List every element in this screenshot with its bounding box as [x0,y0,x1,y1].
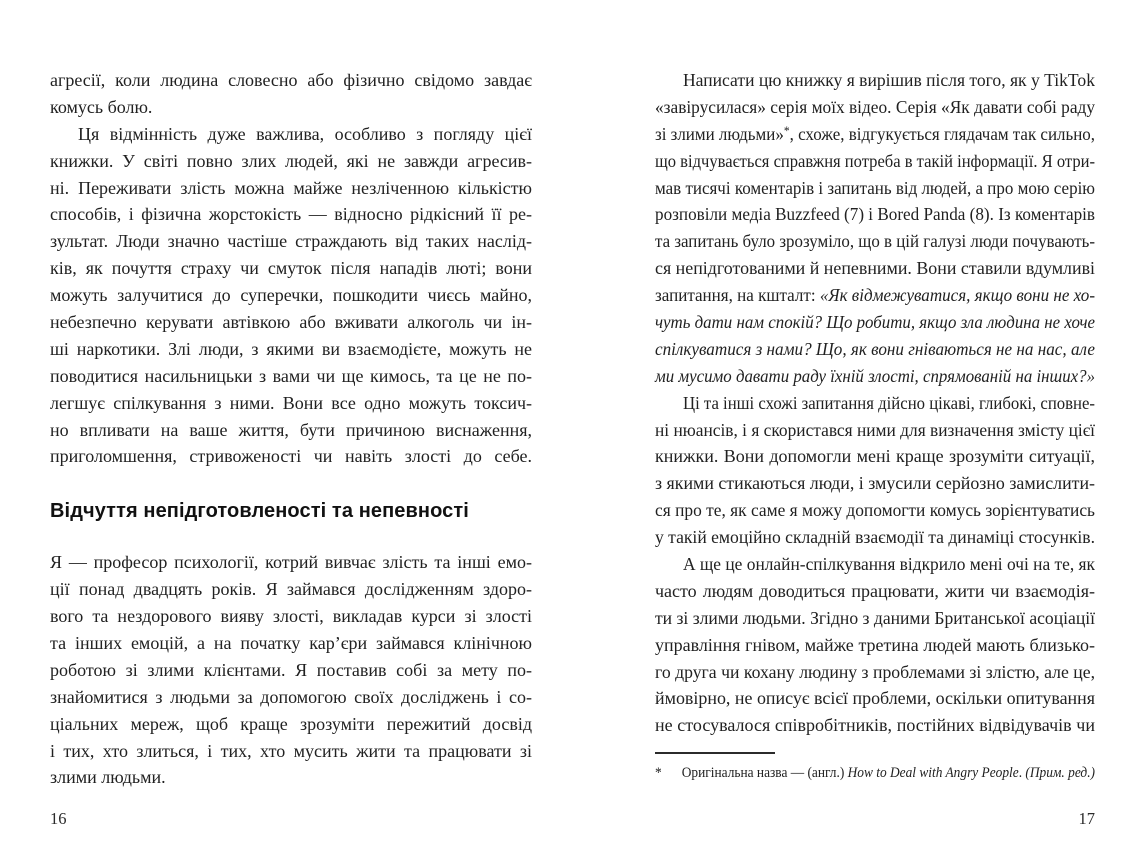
text-line [50,67,532,94]
text-line [655,309,1095,336]
text-segment: мав тисячі коментарів і запитань від людей, а про мою серію [655,177,1095,198]
text-segment: у такій емоційно складній взаємодії та динаміці стосунків. [655,527,1095,548]
text-line [655,175,1095,202]
text-segment: Написати цю книжку я вирішив після того, як у TikTok [683,70,1095,90]
footnote-marker: * [655,765,662,782]
text-line [50,148,532,175]
text-line [50,309,532,336]
text-line [50,94,532,121]
text-line [655,659,1095,686]
footnote-divider [655,752,775,754]
footnote-line [655,762,1095,784]
text-segment: «завірусилася» серія моїх відео. Серія «Як давати собі раду [655,96,1095,117]
text-line [655,417,1095,444]
text-segment: небезпечно керувати автівкою або вживати алкоголь чи ін- [50,312,532,333]
text-segment: ціальних мереж, щоб краще зрозуміти пережитий досвід [50,713,532,734]
page-left [50,0,532,867]
text-line [50,121,532,148]
text-segment: Я — професор психології, котрий вивчає злість та інші емо- [50,552,532,573]
text-line [50,443,532,470]
footnote-text [682,765,1095,781]
text-segment: розповіли медіа Buzzfeed (7) і Bored Panda (8). Із коментарів [655,204,1095,225]
text-line [655,605,1095,632]
text-line [50,255,532,282]
text-segment: ся непідготованими й непевними. Вони ставили вдумливі [655,258,1095,279]
text-segment: зі злими людьми» [655,123,784,144]
text-segment: ся про те, як саме я можу допомогти комусь зорієнтуватись [655,500,1095,521]
text-line [655,148,1095,175]
text-segment: А ще це онлайн-спілкування відкрило мені очі на те, як [683,554,1095,575]
text-line [655,94,1095,121]
text-segment: агресії, коли людина словесно або фізично свідомо завдає [50,70,532,90]
text-segment: часто людям доводиться працювати, жити чи взаємодія- [655,580,1095,601]
text-line [50,764,532,791]
text-line [655,282,1095,309]
right-text-column [655,0,1095,739]
text-segment: та інших емоцій, а на початку кар’єри займався клінічною [50,633,532,654]
text-segment: приголомшення, стривоженості чи навіть злості до себе. [50,446,532,467]
text-line [655,121,1095,148]
text-segment: запитання, на кшталт: [655,285,820,306]
text-line [655,390,1095,417]
text-line [50,549,532,576]
text-line [655,712,1095,739]
text-segment: го друга чи кохану людину з проблемами зі злістю, але це, [655,661,1095,682]
text-segment: книжки. У світі повно злих людей, які не завжди агресив- [50,150,532,171]
text-line [655,497,1095,524]
text-segment: ймовірно, не описує всієї проблеми, оскільки опитування [655,688,1095,709]
text-line [50,336,532,363]
text-segment: ші наркотики. Злі люди, з якими ви взаємодієте, можуть не [50,338,532,359]
text-line [50,657,532,684]
text-segment: но впливати на ваше життя, бути причиною виснаження, [50,419,532,440]
text-line [655,632,1095,659]
text-segment: вого та нездорового вияву злості, викладав курси зі злості [50,606,532,627]
text-segment: * [783,124,790,139]
text-line [50,282,532,309]
text-segment: «Як відмежуватися, якщо вони не хо- [819,285,1095,306]
text-segment: комусь болю. [50,96,153,117]
text-line [655,578,1095,605]
text-line [50,711,532,738]
page-number-left: 16 [50,809,67,828]
text-segment: Ці та інші схожі запитання дійсно цікаві, глибокі, сповне- [683,392,1095,413]
text-segment: що відчувається справжня потреба в такій інформації. Я отри- [655,150,1095,171]
text-line [50,738,532,765]
text-line [50,175,532,202]
text-segment: чуть дати нам спокій? Що робити, якщо зла людина не хоче [655,312,1095,333]
text-line [655,228,1095,255]
text-segment: Оригінальна назва — (англ.) [681,765,848,782]
text-line [655,201,1095,228]
text-segment: ні. Переживати злість можна майже незліченною кількістю [50,177,532,198]
text-line [655,470,1095,497]
text-segment: ти зі злими людьми. Згідно з даними Британської асоціації [655,607,1095,628]
text-segment: ми мусимо давати раду їхній злості, спрямованій на інших?» [655,365,1095,386]
footnote [655,752,1095,784]
text-segment: (Прим. ред.) [1025,765,1095,782]
text-segment: книжки. Вони допомогли мені краще зрозуміти ситуації, [655,446,1095,467]
text-segment: ції понад двадцять років. Я займався дослідженням здоро- [50,579,532,600]
text-line [655,685,1095,712]
text-segment: поводитися насильницьки з вами чи ще кимось, та це не по- [50,365,532,386]
text-segment: з якими стикаються люди, і змусили серйозно замислити- [655,473,1095,494]
text-line [50,576,532,603]
text-segment: управління гнівом, майже третина людей мають близько- [655,634,1095,655]
text-segment: , схоже, відгукується глядачам так сильно, [789,123,1095,144]
text-line [655,524,1095,551]
text-line [50,630,532,657]
text-line [50,390,532,417]
text-line [50,684,532,711]
text-line [655,336,1095,363]
text-line [50,363,532,390]
text-segment: How to Deal with Angry People [847,765,1019,782]
text-segment: . [1018,765,1026,782]
text-segment: злими людьми. [50,767,166,788]
text-segment: способів, і фізична жорстокість — відносно рідкісний її ре- [50,204,532,225]
text-line [655,255,1095,282]
text-line [50,201,532,228]
text-segment: і тих, хто злиться, і тих, хто мусить жити та працювати зі [50,740,532,761]
text-line [50,228,532,255]
text-segment: та запитань було зрозуміло, що в цій галузі люди почувають- [655,231,1095,252]
text-segment: легшує спілкування з ними. Вони все одно можуть токсич- [50,392,532,413]
text-line [50,417,532,444]
page-number-right: 17 [1078,809,1095,828]
text-line [655,551,1095,578]
text-line [655,363,1095,390]
text-segment: ні нюансів, і я скористався ними для визначення змісту цієї [655,419,1095,440]
text-line [50,603,532,630]
text-segment: не стосувалося співробітників, постійних відвідувачів чи [655,715,1095,736]
page-right [655,0,1095,867]
text-segment: роботою зі злими клієнтами. Я поставив собі за мету по- [50,659,532,680]
text-segment: ків, як почуття страху чи смуток після нападів люті; вони [50,258,532,279]
text-segment: знайомитися з людьми за допомогою своїх досліджень і со- [50,686,532,707]
text-segment: можуть залучитися до суперечки, пошкодити чиєсь майно, [50,285,532,306]
section-heading: Відчуття непідготовленості та непевності [50,500,469,523]
text-line [655,67,1095,94]
left-text-column [50,0,532,791]
text-line [655,443,1095,470]
text-segment: Ця відмінність дуже важлива, особливо з погляду цієї [78,123,532,144]
text-segment: зультат. Люди значно частіше страждають від таких наслід- [50,231,532,252]
text-segment: спілкуватися з нами? Що, як вони гніваються не на нас, але [655,338,1095,359]
